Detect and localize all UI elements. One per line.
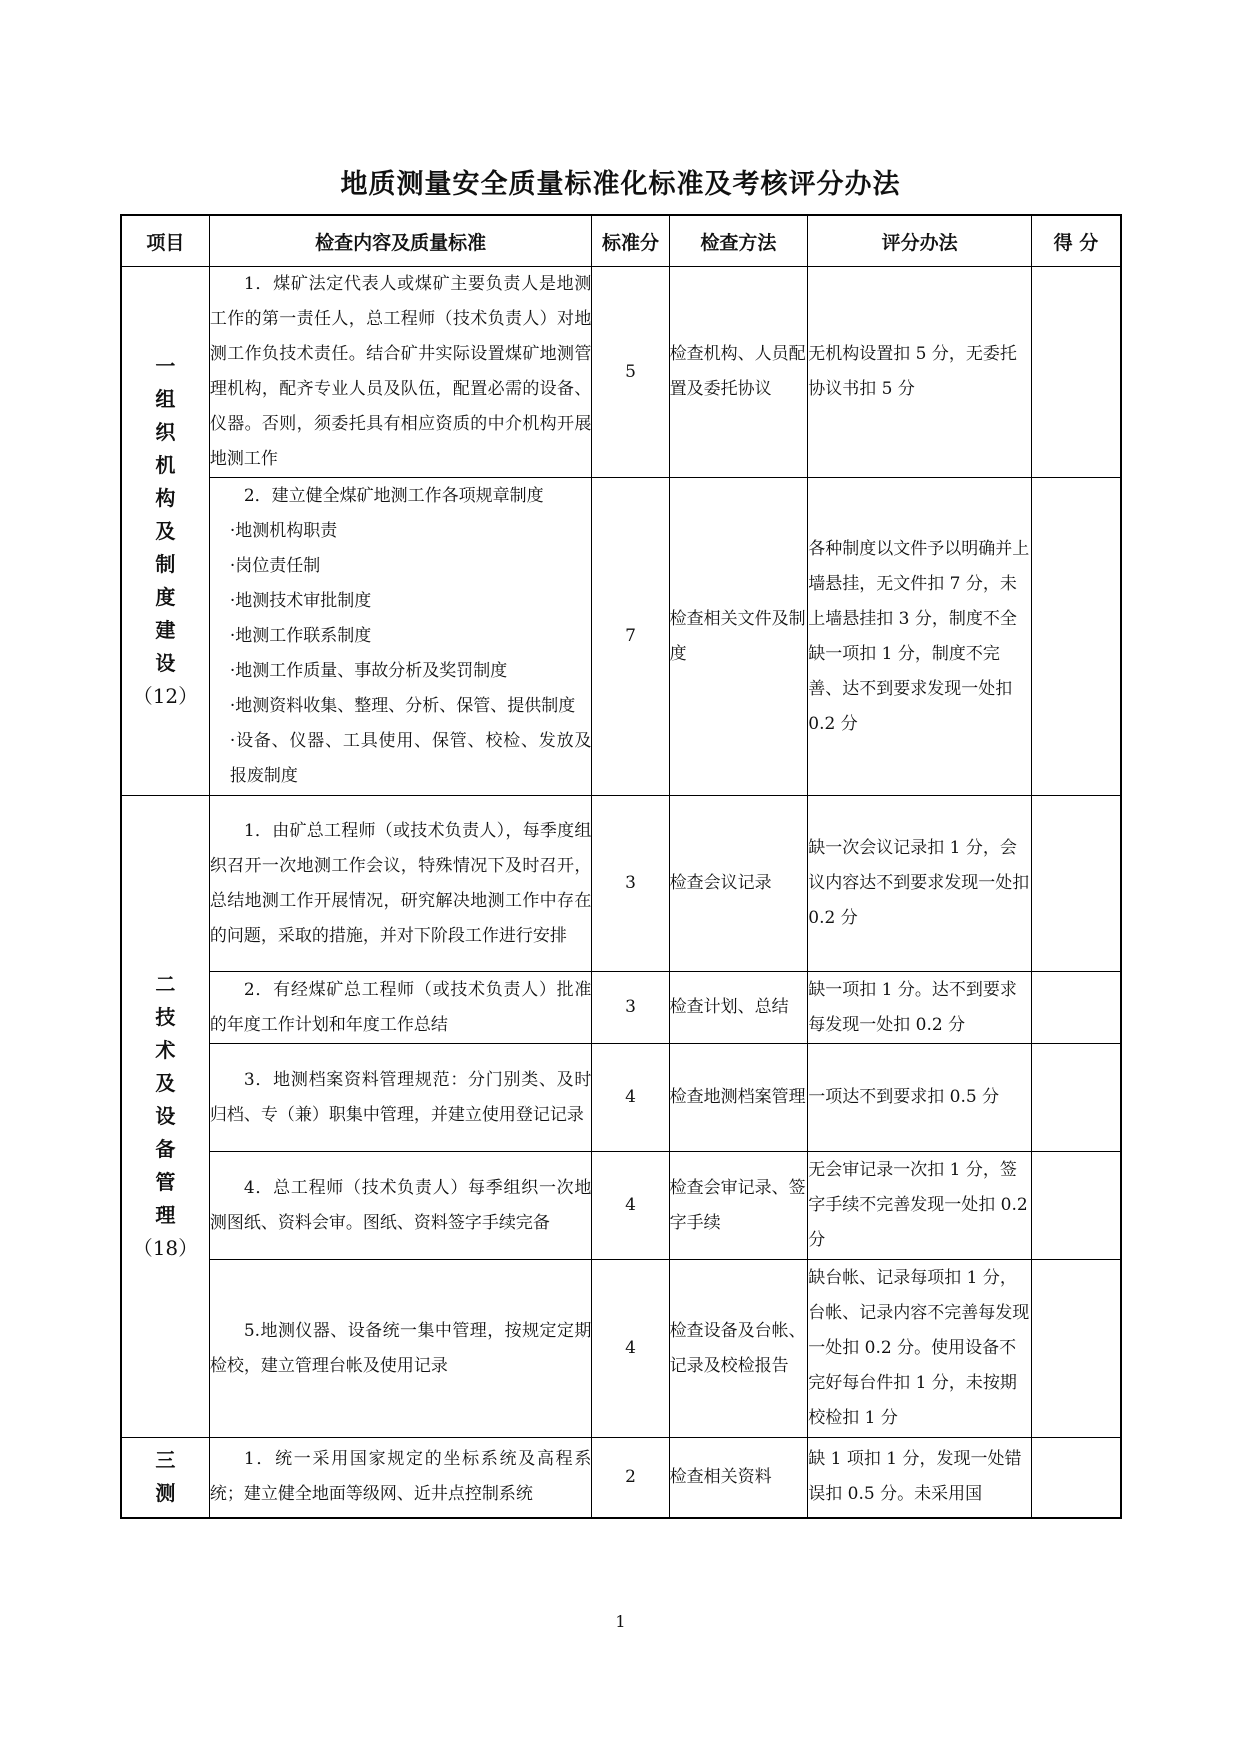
content-text: 2．有经煤矿总工程师（或技术负责人）批准的年度工作计划和年度工作总结 bbox=[209, 979, 592, 1035]
check-method: 检查会议记录 bbox=[669, 796, 808, 972]
content-text: 4．总工程师（技术负责人）每季组织一次地测图纸、资料会审。图纸、资料签字手续完备 bbox=[209, 1177, 592, 1233]
table-row bbox=[121, 267, 1121, 478]
content-bullet: ·地测技术审批制度 bbox=[229, 591, 372, 611]
table-row bbox=[121, 796, 1121, 972]
result-cell bbox=[1031, 972, 1121, 1044]
result-cell bbox=[1031, 1438, 1121, 1518]
header-item: 项目 bbox=[121, 215, 209, 267]
scoring-rule: 无会审记录一次扣 1 分，签字手续不完善发现一处扣 0.2 分 bbox=[808, 1152, 1032, 1260]
standard-score: 4 bbox=[592, 1260, 669, 1438]
result-cell bbox=[1031, 796, 1121, 972]
check-content bbox=[209, 1260, 592, 1438]
table-row bbox=[121, 478, 1121, 796]
content-text: 3．地测档案资料管理规范：分门别类、及时归档、专（兼）职集中管理，并建立使用登记记录 bbox=[209, 1069, 592, 1125]
content-text: 1．由矿总工程师（或技术负责人），每季度组织召开一次地测工作会议，特殊情况下及时召开，总结地测工作开展情况，研究解决地测工作中存在的问题，采取的措施，并对下阶段工作进行安排 bbox=[209, 820, 592, 946]
table-row bbox=[121, 972, 1121, 1044]
content-bullet: ·地测资料收集、整理、分析、保管、提供制度 bbox=[229, 696, 576, 716]
check-content bbox=[209, 1152, 592, 1260]
check-content bbox=[209, 267, 592, 478]
table-row bbox=[121, 1044, 1121, 1152]
section-char: 设 bbox=[155, 1104, 176, 1128]
check-content bbox=[209, 1438, 592, 1518]
check-content bbox=[209, 796, 592, 972]
section-char: 机 bbox=[155, 452, 176, 477]
section-char: 织 bbox=[155, 419, 176, 444]
content-text: 2．建立健全煤矿地测工作各项规章制度 bbox=[243, 486, 544, 506]
section-char: 构 bbox=[155, 485, 176, 510]
section-char: 管 bbox=[155, 1170, 176, 1194]
scoring-rule: 缺一项扣 1 分。达不到要求每发现一处扣 0.2 分 bbox=[808, 972, 1032, 1044]
content-bullet: ·地测工作质量、事故分析及奖罚制度 bbox=[229, 661, 508, 681]
scoring-rule: 缺一次会议记录扣 1 分，会议内容达不到要求发现一处扣 0.2 分 bbox=[808, 796, 1032, 972]
section-char: 三 bbox=[155, 1448, 176, 1473]
section-char: 一 bbox=[155, 353, 176, 378]
scoring-rule: 一项达不到要求扣 0.5 分 bbox=[808, 1044, 1032, 1152]
content-text: 1．煤矿法定代表人或煤矿主要负责人是地测工作的第一责任人，总工程师（技术负责人）对地测工作负技术责任。结合矿井实际设置煤矿地测管理机构，配齐专业人员及队伍，配置必需的设备、仪器。否则，须委托具有相应资质的中介机构开展地测工作 bbox=[209, 274, 592, 469]
standard-score: 4 bbox=[592, 1044, 669, 1152]
section-char: 建 bbox=[155, 617, 176, 642]
check-method: 检查设备及台帐、记录及校检报告 bbox=[669, 1260, 808, 1438]
section-total: （18） bbox=[132, 1236, 199, 1260]
content-bullet: ·岗位责任制 bbox=[229, 556, 321, 576]
section-char: 及 bbox=[155, 518, 176, 543]
section-label bbox=[121, 796, 209, 1438]
content-text: 5.地测仪器、设备统一集中管理，按规定定期检校，建立管理台帐及使用记录 bbox=[209, 1320, 592, 1376]
section-char: 度 bbox=[155, 584, 176, 609]
section-char: 理 bbox=[155, 1203, 176, 1227]
scoring-rule: 无机构设置扣 5 分，无委托协议书扣 5 分 bbox=[808, 267, 1032, 478]
content-bullet: ·地测机构职责 bbox=[229, 521, 338, 541]
section-char: 设 bbox=[155, 650, 176, 675]
standard-score: 2 bbox=[592, 1438, 669, 1518]
check-content bbox=[209, 972, 592, 1044]
check-method: 检查计划、总结 bbox=[669, 972, 808, 1044]
content-text: 1．统一采用国家规定的坐标系统及高程系统；建立健全地面等级网、近井点控制系统 bbox=[209, 1449, 592, 1505]
result-cell bbox=[1031, 267, 1121, 478]
section-char: 及 bbox=[155, 1071, 176, 1095]
check-method: 检查相关资料 bbox=[669, 1438, 808, 1518]
scoring-rule: 缺 1 项扣 1 分，发现一处错误扣 0.5 分。未采用国 bbox=[808, 1438, 1032, 1518]
table-row bbox=[121, 1260, 1121, 1438]
table-row bbox=[121, 1438, 1121, 1518]
check-method: 检查地测档案管理 bbox=[669, 1044, 808, 1152]
section-char: 术 bbox=[155, 1038, 176, 1062]
content-bullet: ·地测工作联系制度 bbox=[229, 626, 372, 646]
check-content bbox=[209, 478, 592, 796]
section-char: 制 bbox=[155, 551, 176, 576]
standard-score: 4 bbox=[592, 1152, 669, 1260]
check-method: 检查机构、人员配置及委托协议 bbox=[669, 267, 808, 478]
header-method: 检查方法 bbox=[669, 215, 808, 267]
standard-score: 3 bbox=[592, 972, 669, 1044]
header-score: 标准分 bbox=[592, 215, 669, 267]
scoring-rule: 各种制度以文件予以明确并上墙悬挂，无文件扣 7 分，未上墙悬挂扣 3 分，制度不全缺一项扣 1 分，制度不完善、达不到要求发现一处扣 0.2 分 bbox=[808, 478, 1032, 796]
page-number: 1 bbox=[615, 1612, 626, 1631]
section-total: （12） bbox=[132, 683, 199, 708]
standard-score: 7 bbox=[592, 478, 669, 796]
result-cell bbox=[1031, 1152, 1121, 1260]
section-label bbox=[121, 1438, 209, 1518]
section-label bbox=[121, 267, 209, 796]
header-content: 检查内容及质量标准 bbox=[209, 215, 592, 267]
table-row bbox=[121, 1152, 1121, 1260]
result-cell bbox=[1031, 478, 1121, 796]
check-method: 检查相关文件及制度 bbox=[669, 478, 808, 796]
standard-score: 3 bbox=[592, 796, 669, 972]
section-char: 组 bbox=[155, 386, 176, 411]
header-result: 得 分 bbox=[1031, 215, 1121, 267]
section-char: 测 bbox=[155, 1481, 176, 1506]
page-title: 地质测量安全质量标准化标准及考核评分办法 bbox=[340, 169, 901, 200]
section-char: 技 bbox=[155, 1005, 176, 1029]
content-bullet: ·设备、仪器、工具使用、保管、校检、发放及报废制度 bbox=[229, 731, 592, 786]
result-cell bbox=[1031, 1260, 1121, 1438]
standard-score: 5 bbox=[592, 267, 669, 478]
check-method: 检查会审记录、签字手续 bbox=[669, 1152, 808, 1260]
check-content bbox=[209, 1044, 592, 1152]
scoring-rule: 缺台帐、记录每项扣 1 分，台帐、记录内容不完善每发现一处扣 0.2 分。使用设备不完好每台件扣 1 分，未按期校检扣 1 分 bbox=[808, 1260, 1032, 1438]
table-header-row bbox=[121, 215, 1121, 267]
result-cell bbox=[1031, 1044, 1121, 1152]
section-char: 备 bbox=[155, 1137, 176, 1161]
standard-table bbox=[120, 214, 1122, 1519]
section-char: 二 bbox=[155, 972, 176, 996]
header-rule: 评分办法 bbox=[808, 215, 1032, 267]
